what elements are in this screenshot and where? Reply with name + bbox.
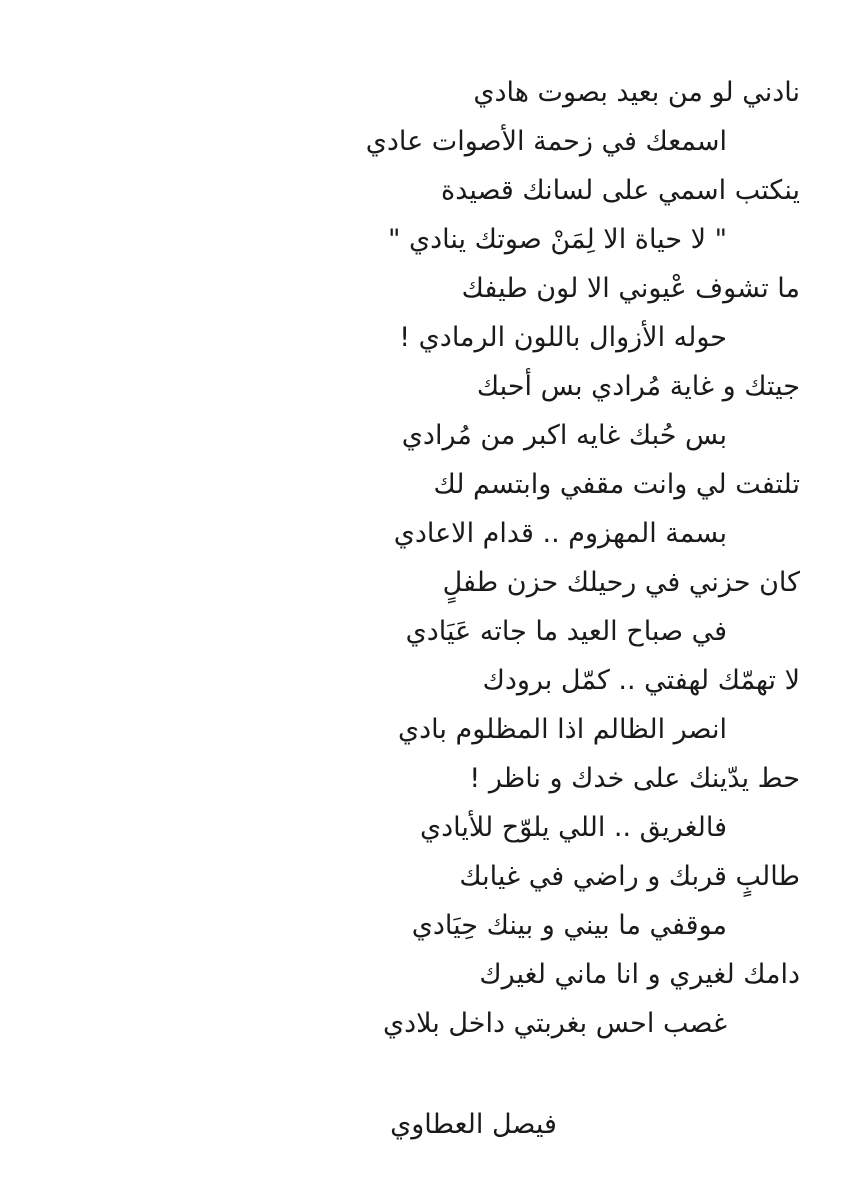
poem-line-20: غصب احس بغربتي داخل بلادي <box>382 1008 727 1039</box>
poem-line-18: موقفي ما بيني و بينك حِيَادي <box>411 910 727 941</box>
poem-line-15: حط يدّينك على خدك و ناظر ! <box>469 763 800 794</box>
poem-line-3: ينكتب اسمي على لسانك قصيدة <box>441 175 800 206</box>
poem-line-5: ما تشوف عْيوني الا لون طيفك <box>461 273 800 304</box>
poem-line-8: بس حُبك غايه اكبر من مُرادي <box>401 420 727 451</box>
poem-line-14: انصر الظالم اذا المظلوم بادي <box>398 714 727 745</box>
poet-signature: فيصل العطاوي <box>390 1109 557 1140</box>
poem-line-10: بسمة المهزوم .. قدام الاعادي <box>393 518 727 549</box>
poem-line-4: " لا حياة الا لِمَنْ صوتك ينادي " <box>387 224 727 255</box>
poem-line-11: كان حزني في رحيلك حزن طفلٍ <box>442 567 800 598</box>
poem-line-1: نادني لو من بعيد بصوت هادي <box>473 77 800 108</box>
poem-line-19: دامك لغيري و انا ماني لغيرك <box>479 959 800 990</box>
poem-line-12: في صباح العيد ما جاته عَيَادي <box>405 616 727 647</box>
poem-line-16: فالغريق .. اللي يلوّح للأيادي <box>419 812 727 843</box>
poem-line-6: حوله الأزوال باللون الرمادي ! <box>399 322 727 353</box>
poem-line-13: لا تهمّك لهفتي .. كمّل برودك <box>482 665 800 696</box>
poem-line-9: تلتفت لي وانت مقفي وابتسم لك <box>433 469 800 500</box>
poem-line-7: جيتك و غاية مُرادي بس أحبك <box>476 371 800 402</box>
poem-line-2: اسمعك في زحمة الأصوات عادي <box>365 126 727 157</box>
poem-line-17: طالبٍ قربك و راضي في غيابك <box>459 861 800 892</box>
